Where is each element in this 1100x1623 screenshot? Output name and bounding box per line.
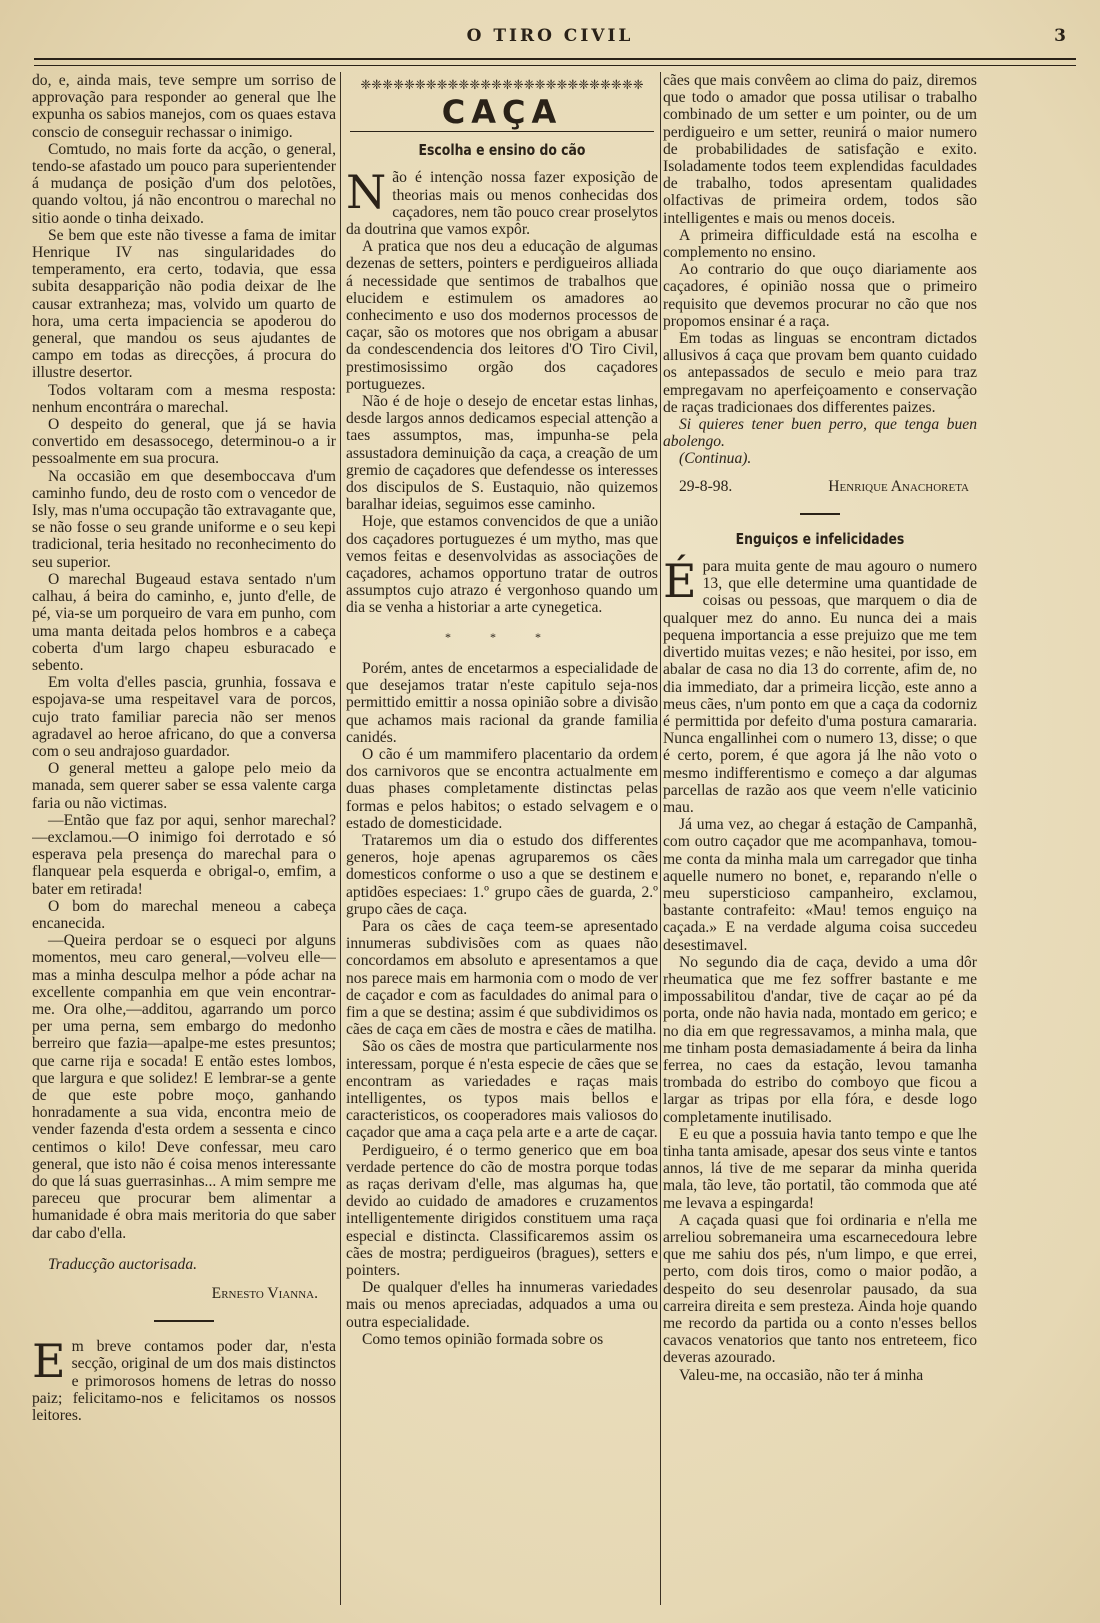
paragraph: do, e, ainda mais, teve sempre um sorriso de approvação para responder ao general que lhe expunha os sabios manejos, com os quaes estava conscio de conseguir rechassar o inimigo. <box>32 72 336 141</box>
drop-cap: E <box>32 1334 66 1389</box>
column-divider <box>340 72 341 1605</box>
drop-cap: É <box>663 554 697 609</box>
paragraph: Para os cães de caça teem-se apresentado innumeras subdivisões com as quaes não concordamos em absoluto e apresentamos a que nos parece mais em harmonia com o modo de ver de caçador e com as faculdades do animal para o fim a que se destina; assim é que subdividimos os cães de caça em cães de mostra e cães de matilha. <box>346 917 658 1039</box>
column-left <box>32 72 336 1603</box>
paragraph: De qualquer d'elles ha innumeras variedades mais ou menos apreciadas, adquados a uma ou outra especialidade. <box>346 1279 658 1331</box>
paragraph: Como temos opinião formada sobre os <box>362 1330 604 1348</box>
paragraph: A primeira difficuldade está na escolha e complemento no ensino. <box>663 226 977 262</box>
paragraph: O despeito do general, que já se havia convertido em desassocego, determinou-o a ir pessoalmente em sua procura. <box>32 416 336 468</box>
paragraph: Todos voltaram com a mesma resposta: nenhum encontrára o marechal. <box>32 381 336 416</box>
section-rule <box>154 1320 214 1322</box>
translator-signature: Ernesto Vianna. <box>211 1285 318 1303</box>
running-head <box>30 26 1070 52</box>
paragraph: A caçada quasi que foi ordinaria e n'ella me arreliou sobremaneira uma escarnecedoura lebre que me sahiu dos pés, n'um limpo, e que errei, perto, com dois tiros, como o maior podão, a despeito do seu desenrolar pausado, da sua carreira direita e sem presteza. Ainda hoje quando me recordo da partida ou a conto n'esses bellos cavacos venatorios que tanto nos entreteem, fico deveras azourado. <box>663 1211 977 1367</box>
column-divider <box>660 72 661 1605</box>
paragraph: Porém, antes de encetarmos a especialidade de que desejamos tratar n'este capitulo seja-nos permittido emittir a nossa opinião sobre a divisão que achamos mais racional da grande familia canidés. <box>346 659 658 746</box>
paragraph: A pratica que nos deu a educação de algumas dezenas de setters, pointers e perdigueiros alliada á necessidade que sentimos de trabalhos que elucidem e estimulem os amadores ao conhecimento e uso dos modernos processos de caçar, são os motores que nos obrigam a abusar da condescendencia dos leitores d'O Tiro Civil, prestimosissimo orgão dos caçadores portuguezes. <box>346 238 658 393</box>
paragraph: O cão é um mammifero placentario da ordem dos carnivoros que se encontra actualmente em duas phases completamente distinctas pelas formas e pelos habitos; o estado selvagem e o estado de domesticidade. <box>346 745 658 832</box>
article-signature <box>679 478 969 495</box>
paragraph-text: para muita gente de mau agouro o numero 13, que elle determine uma quantidade de coisas ou pessoas, que marquem o dia de qualquer mez do anno. Eu nunca dei a mais pequena importancia a esse prejuizo que me tem divertido muitas vezes; e não hesitei, por isso, em abalar de casa no dia 13 do corrente, afim de, no dia immediato, dar a primeira licção, este anno a meus cães, n'um ponto em que a caça da codorniz é permittida por defeito d'uma postura camararia. Nunca engallinhei com o numero 13, disse; o que é certo, porem, é que agora já lhe não voto o mesmo indifferentismo e começo a dar algumas parcellas de razão aos que veem n'elle vaticinio mau. <box>663 558 977 816</box>
section-break-stars: * * * <box>445 629 559 644</box>
paragraph: Ao contrario do que ouço diariamente aos caçadores, é opinião nossa que o primeiro requisito que devemos procurar no cão que nos propomos ensinar é a raça. <box>663 261 977 330</box>
section-rule <box>800 513 840 515</box>
paragraph-text: ão é intenção nossa fazer exposição de theorias mais ou menos conhecidas dos caçadores, nem tão pouco crear proselytos da doutrina que vamos expôr. <box>346 169 658 239</box>
paragraph: Trataremos um dia o estudo dos differentes generos, hoje apenas agruparemos os cães domesticos conforme o uso a que se destinem e aptidões especiaes: 1.º grupo cães de guarda, 2.º grupo cães de caça. <box>346 831 658 918</box>
notice-paragraph <box>32 1334 336 1425</box>
paragraph: São os cães de mostra que particularmente nos interessam, porque é n'esta especie de cães que se encontram as variedades e raças mais intelligentes, os typos mais bellos e caracteristicos, os cooperadores mais valiosos do caçador que ama a caça pela arte e a arte de caçar. <box>346 1038 658 1142</box>
title-rule <box>350 131 654 132</box>
drop-cap: N <box>346 165 387 220</box>
paragraph: O general metteu a galope pelo meio da manada, sem querer saber se essa valente carga faria ou não victimas. <box>32 760 336 812</box>
page-number: 3 <box>1054 26 1066 46</box>
paragraph: O marechal Bugeaud estava sentado n'um calhau, á beira do caminho, e, junto d'elle, de pé, via-se um porqueiro de vara em punho, com uma manta deitada pelos hombros e a cabeça coberta d'um largo chapeu esburacado e sebento. <box>32 570 336 674</box>
paragraph: Hoje, que estamos convencidos de que a união dos caçadores portuguezes é um mytho, mas que vemos feitas e desenvolvidas as associações de caçadores, achamos opportuno tratar de outros assumptos cujo atrazo é vergonhoso quando um dia se venha a historiar a arte cynegetica. <box>346 513 658 617</box>
paragraph <box>346 165 658 239</box>
paragraph: Não é de hoje o desejo de encetar estas linhas, desde largos annos dedicamos especial attenção a taes assumptos, mas, impunha-se pela assustadora deminuição da caça, a creação de um gremio de caçadores que defendesse os interesses dos discipulos de S. Eustaquio, não quizemos baralhar ideias, seguimos esse caminho. <box>346 393 658 514</box>
quote: Si quieres tener buen perro, que tenga buen abolengo. <box>663 416 977 451</box>
article-subtitle: Escolha e ensino do cão <box>418 141 586 160</box>
paragraph: Se bem que este não tivesse a fama de imitar Henrique IV nas singularidades do temperamento, era certo, todavia, que essa subita desapparição não podia deixar de lhe causar extranheza; mas, volvido um quarto de hora, uma certa impaciencia se apoderou do general, que mandou os seus ajudantes de campo em todas as direcções, á procura do illustre desertor. <box>32 226 336 382</box>
paragraph: —Queira perdoar se o esqueci por alguns momentos, meu caro general,—volveu elle—mas a minha desculpa melhor a póde achar na excellente companhia em que vein encontrar-me. Ora olhe,—additou, agarrando um porco per uma perna, sem embargo do medonho berreiro que fazia—apalpe-me estes presuntos; que carne rija e socada! E então estes lombos, que largura e que solidez! E lembrar-se a gente de que este pobre moço, ganhando honradamente a sua vida, encontra meio de vender fazenda d'esta ordem a sessenta e cinco centimos o kilo! Deve confessar, meu caro general, que isto não é coisa menos interessante do que lá suas guerrasinhas... A mim sempre me pareceu que procurar bem alimentar a humanidade é obra mais meritoria do que saber dar cabo d'ella. <box>32 932 336 1242</box>
paragraph: Já uma vez, ao chegar á estação de Campanhã, com outro caçador que me acompanhava, tomou-me conta da minha mala um carregador que tinha aquelle numero no bonet, e, reparando n'elle o meu supersticioso campanheiro, exclamou, bastante contrafeito: «Mau! temos enguiço na caçada.» E na verdade alguma coisa succedeu desestimavel. <box>663 816 977 954</box>
paragraph: Em todas as linguas se encontram dictados allusivos á caça que provam bem quanto cuidado os antepassados de seculo e meio para traz empregavam no aperfeiçoamento e conservação de raças tradicionaes dos differentes paizes. <box>663 330 977 416</box>
notice-text: m breve contamos poder dar, n'esta secção, original de um dos mais distinctos e primorosos homens de letras do nosso paiz; felicitamo-nos e felicitamos os nossos leitores. <box>32 1338 336 1425</box>
paragraph: —Então que faz por aqui, senhor marechal?—exclamou.—O inimigo foi derrotado e só esperava pela presença do marechal para o flanquear pela esquerda e obrigal-o, emfim, a bater em retirada! <box>32 811 336 898</box>
paragraph: Na occasião em que desemboccava d'um caminho fundo, deu de rosto com o vencedor de Isly, mas n'uma occupação tão extravagante que, se não fosse o seu grande uniforme e o seu kepi tradicional, teria hesitado no reconhecimento do seu superior. <box>32 467 336 571</box>
column-right <box>663 72 977 1603</box>
paragraph: Comtudo, no mais forte da acção, o general, tendo-se afastado um pouco para superientender á mudança de posição d'um dos pelotões, quando voltou, já não encontrou o marechal no sitio aonde o tinha deixado. <box>32 140 336 227</box>
header-rule <box>34 58 1076 66</box>
paragraph: No segundo dia de caça, devido a uma dôr rheumatica que me fez soffrer bastante e me impossabilitou d'andar, tive de caçar ao pé da porta, onde não havia nada, montado em gerico; e no dia em que regressavamos, a minha mala, que me tinham posta demasiadamente á beira da linha ferrea, no caes da estação, levou tamanha trombada do estribo do comboyo que ficou a largar as tripas por ella fóra, e desde logo completamente inutilisado. <box>663 953 977 1126</box>
continua-note: (Continua). <box>679 450 752 468</box>
paragraph: Valeu-me, na occasião, não ter á minha <box>679 1366 924 1384</box>
paragraph: Em volta d'elles pascia, grunhia, fossava e espojava-se uma respeitavel vara de porcos, cujo trato familiar parecia não ser menos agradavel ao heroe africano, do que a conversa com o seu andrajoso guardador. <box>32 674 336 760</box>
column-middle <box>346 72 658 1603</box>
paragraph: Perdigueiro, é o termo generico que em boa verdade pertence do cão de mostra porque todas as raças derivam d'elle, mas algumas ha, que devido ao cuidado de amadores e cruzamentos intelligentemente dirigidos constituem uma raça especial e distincta. Classificaremos assim os cães de mostra; perdigueiros (bragues), setters e pointers. <box>346 1141 658 1279</box>
paragraph: O bom do marechal meneou a cabeça encanecida. <box>32 897 336 932</box>
article-subtitle: Enguiços e infelicidades <box>735 529 905 548</box>
signature-author: Henrique Anachoreta <box>828 477 969 495</box>
paragraph: E eu que a possuia havia tanto tempo e que lhe tinha tanta amisade, apesar dos seus vinte e tantos annos, lá tive de me separar da minha querida mala, tão leve, tão portatil, tão commoda que até me levava a espingarda! <box>663 1125 977 1212</box>
paragraph: cães que mais convêem ao clima do paiz, diremos que todo o amador que possa utilisar o trabalho combinado de um setter e um pointer, ou de um perdigueiro e um setter, reunirá o maior numero de probabilidades de satisfação e exito. Isoladamente todos teem explendidas faculdades de trabalho, todos apresentam qualidades olfactivas de primeira ordem, todos são intelligentes e mais ou menos doceis. <box>663 72 977 227</box>
ornament-border: ❈❈❈❈❈❈❈❈❈❈❈❈❈❈❈❈❈❈❈❈❈❈❈❈❈❈ <box>360 77 644 92</box>
signature-date: 29-8-98. <box>679 477 733 495</box>
newspaper-title: O TIRO CIVIL <box>466 26 634 46</box>
paragraph <box>663 554 977 816</box>
section-title: CAÇA <box>441 93 563 131</box>
translation-note: Traducção auctorisada. <box>48 1255 198 1273</box>
